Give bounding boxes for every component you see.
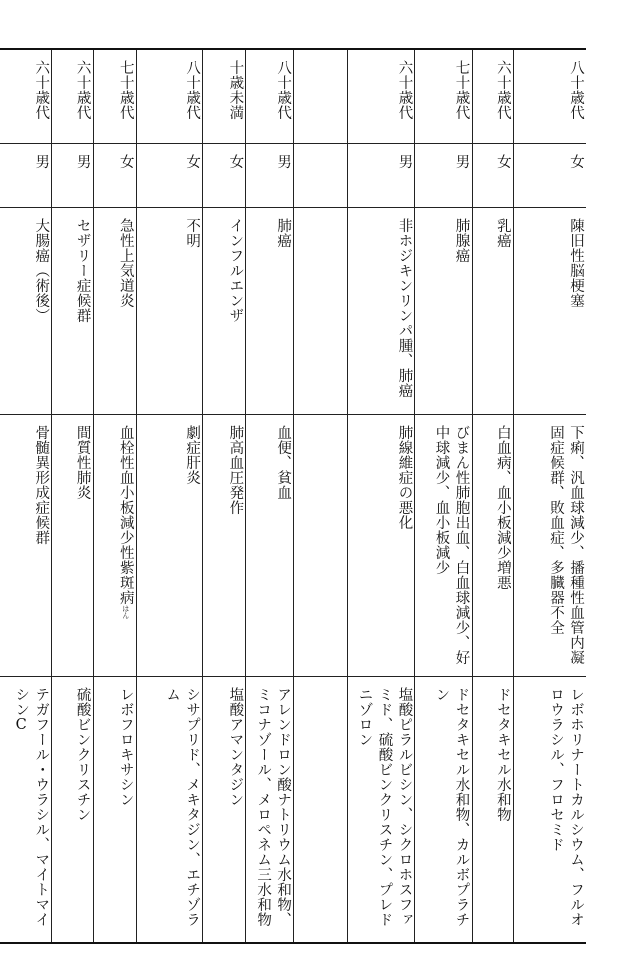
cell-age: 六十歳代 xyxy=(472,49,513,144)
cell-adverse-reaction: びまん性肺胞出血、白血球減少、好中球減少、血小板減少 xyxy=(415,415,472,677)
cell-age: 八十歳代 xyxy=(136,49,202,144)
cell-suspect-drugs xyxy=(294,677,348,944)
cell-suspect-drugs: レボホリナートカルシウム、フルオロウラシル、フロセミド xyxy=(513,677,586,944)
cell-adverse-reaction: 劇症肝炎 xyxy=(136,415,202,677)
cell-disease: セザリー症候群 xyxy=(52,208,93,415)
cell-age: 六十歳代 xyxy=(52,49,93,144)
cell-disease xyxy=(294,208,348,415)
cell-disease: 肺癌 xyxy=(246,208,294,415)
row-sex xyxy=(0,144,586,208)
cell-adverse-reaction: 骨髄異形成症候群 xyxy=(33,425,50,545)
cell-suspect-drugs: テガフール・ウラシル、マイトマイシンC xyxy=(13,687,50,927)
cell-suspect-drugs: ドセタキセル水和物 xyxy=(472,677,513,944)
cell-suspect-drugs: 塩酸アマンタジン xyxy=(203,677,246,944)
cell-adverse-reaction: 下痢、汎血球減少、播種性血管内凝固症候群、敗血症、多臓器不全 xyxy=(513,415,586,677)
cell-age: 八十歳代 xyxy=(246,49,294,144)
row-age xyxy=(0,49,586,144)
cell-sex: 女 xyxy=(93,144,136,208)
row-suspect-drugs xyxy=(0,677,586,944)
cell-age xyxy=(294,49,348,144)
row-adverse-reaction xyxy=(0,415,586,677)
cell-adverse-reaction xyxy=(294,415,348,677)
cell-age: 七十歳代 xyxy=(415,49,472,144)
cell-suspect-drugs: レボフロキサシン xyxy=(93,677,136,944)
cell-adverse-reaction xyxy=(93,415,136,677)
cell-adverse-reaction: 肺線維症の悪化 xyxy=(348,415,415,677)
cell-sex: 男 xyxy=(52,144,93,208)
ruby-reading: はん xyxy=(121,605,130,619)
cell-age: 七十歳代 xyxy=(93,49,136,144)
cell-sex: 女 xyxy=(136,144,202,208)
adverse-reaction-table xyxy=(0,48,586,944)
cell-adverse-reaction: 血便、貧血 xyxy=(246,415,294,677)
adverse-text-with-ruby: 血栓性血小板減少性紫斑病はん xyxy=(117,425,134,619)
cell-disease: 陳旧性脳梗塞 xyxy=(513,208,586,415)
cell-suspect-drugs: シサプリド、メキタジン、エチゾラム xyxy=(136,677,202,944)
cell-sex: 男 xyxy=(33,154,50,169)
cell-disease: 急性上気道炎 xyxy=(93,208,136,415)
cell-sex: 男 xyxy=(415,144,472,208)
cell-suspect-drugs: 塩酸ピラルビシン、シクロホスファミド、硫酸ビンクリスチン、プレドニゾロン xyxy=(348,677,415,944)
cell-age: 八十歳代 xyxy=(513,49,586,144)
cell-suspect-drugs: アレンドロン酸ナトリウム水和物、ミコナゾール、メロペネム三水和物 xyxy=(246,677,294,944)
cell-age: 十歳未満 xyxy=(203,49,246,144)
cell-sex xyxy=(294,144,348,208)
cell-adverse-reaction: 間質性肺炎 xyxy=(52,415,93,677)
cell-suspect-drugs: ドセタキセル水和物、カルボプラチン xyxy=(415,677,472,944)
cell-disease: 乳癌 xyxy=(472,208,513,415)
cell-disease: 肺腺癌 xyxy=(415,208,472,415)
cell-disease: 大腸癌（術後） xyxy=(33,218,50,323)
cell-adverse-reaction: 白血病、血小板減少増悪 xyxy=(472,415,513,677)
row-disease xyxy=(0,208,586,415)
cell-disease: 非ホジキンリンパ腫、肺癌 xyxy=(348,208,415,415)
cell-disease: インフルエンザ xyxy=(203,208,246,415)
cell-sex: 男 xyxy=(348,144,415,208)
cell-sex: 女 xyxy=(203,144,246,208)
cell-adverse-reaction: 肺高血圧発作 xyxy=(203,415,246,677)
cell-sex: 女 xyxy=(513,144,586,208)
cell-age: 六十歳代 xyxy=(33,60,50,120)
cell-sex: 男 xyxy=(246,144,294,208)
cell-age: 六十歳代 xyxy=(348,49,415,144)
cell-suspect-drugs: 硫酸ビンクリスチン xyxy=(52,677,93,944)
cell-disease: 不明 xyxy=(136,208,202,415)
cell-sex: 女 xyxy=(472,144,513,208)
